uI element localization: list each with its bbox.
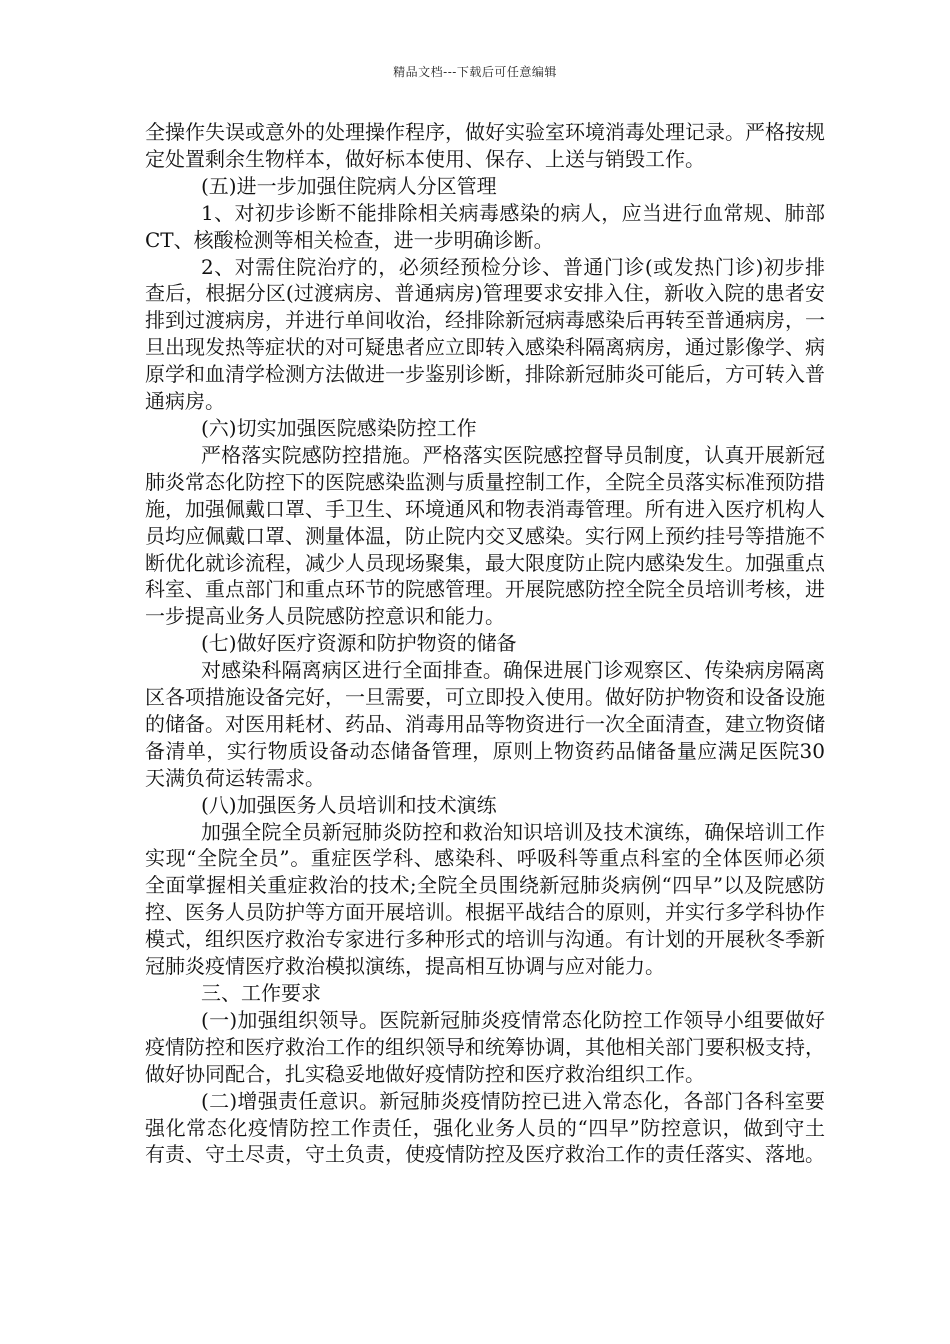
section-heading-5: (五)进一步加强住院病人分区管理: [201, 173, 497, 198]
document-body: [145, 119, 825, 1168]
paragraph-responsibility: (二)增强责任意识。新冠肺炎疫情防控已进入常态化，各部门各科室要强化常态化疫情防控工作责任，强化业务人员的“四早”防控意识，做到守土有责、守土尽责，守土负责，使疫情防控及医疗救治工作的责任落实、落地。: [145, 1088, 825, 1167]
page-header: 精品文档---下载后可任意编辑: [393, 65, 557, 79]
section-heading-8: (八)加强医务人员培训和技术演练: [201, 792, 497, 817]
paragraph-resource-reserve: 对感染科隔离病区进行全面排查。确保进展门诊观察区、传染病房隔离区各项措施设备完好，一旦需要，可立即投入使用。做好防护物资和设备设施的储备。对医用耗材、药品、消毒用品等物资进行一次全面清查，建立物资储备清单，实行物质设备动态储备管理，原则上物资药品储备量应满足医院30天满负荷运转需求。: [145, 658, 825, 790]
paragraph-leadership: (一)加强组织领导。医院新冠肺炎疫情常态化防控工作领导小组要做好疫情防控和医疗救治工作的组织领导和统筹协调，其他相关部门要积极支持，做好协同配合，扎实稳妥地做好疫情防控和医疗救治组织工作。: [145, 1007, 825, 1086]
section-heading-6: (六)切实加强医院感染防控工作: [201, 415, 477, 440]
paragraph-admission: 2、对需住院治疗的，必须经预检分诊、普通门诊(或发热门诊)初步排查后，根据分区(过渡病房、普通病房)管理要求安排入住，新收入院的患者安排到过渡病房，并进行单间收治，经排除新冠病毒感染后再转至普通病房，一旦出现发热等症状的对可疑患者应立即转入感染科隔离病房，通过影像学、病原学和血清学检测方法做进一步鉴别诊断，排除新冠肺炎可能后，方可转入普通病房。: [145, 254, 825, 414]
section-heading-work-requirements: 三、工作要求: [201, 981, 321, 1005]
paragraph-staff-training: 加强全院全员新冠肺炎防控和救治知识培训及技术演练，确保培训工作实现“全院全员”。重症医学科、感染科、呼吸科等重点科室的全体医师必须全面掌握相关重症救治的技术;全院全员围绕新冠肺炎病例“四早”以及院感防控、医务人员防护等方面开展培训。根据平战结合的原则，并实行多学科协作模式，组织医疗救治专家进行多种形式的培训与沟通。有计划的开展秋冬季新冠肺炎疫情医疗救治模拟演练，提高相互协调与应对能力。: [145, 819, 825, 979]
paragraph-diagnosis: 1、对初步诊断不能排除相关病毒感染的病人，应当进行血常规、肺部CT、核酸检测等相关检查，进一步明确诊断。: [145, 200, 825, 252]
section-heading-7: (七)做好医疗资源和防护物资的储备: [201, 631, 517, 656]
paragraph-lab-disposal: 全操作失误或意外的处理操作程序，做好实验室环境消毒处理记录。严格按规定处置剩余生物样本，做好标本使用、保存、上送与销毁工作。: [145, 120, 825, 171]
paragraph-infection-control: 严格落实院感防控措施。严格落实医院感控督导员制度，认真开展新冠肺炎常态化防控下的医院感染监测与质量控制工作，全院全员落实标准预防措施，加强佩戴口罩、手卫生、环境通风和物表消毒管理。所有进入医疗机构人员均应佩戴口罩、测量体温，防止院内交叉感染。实行网上预约挂号等措施不断优化就诊流程，减少人员现场聚集，最大限度防止院内感染发生。加强重点科室、重点部门和重点环节的院感管理。开展院感防控全院全员培训考核，进一步提高业务人员院感防控意识和能力。: [145, 442, 825, 629]
